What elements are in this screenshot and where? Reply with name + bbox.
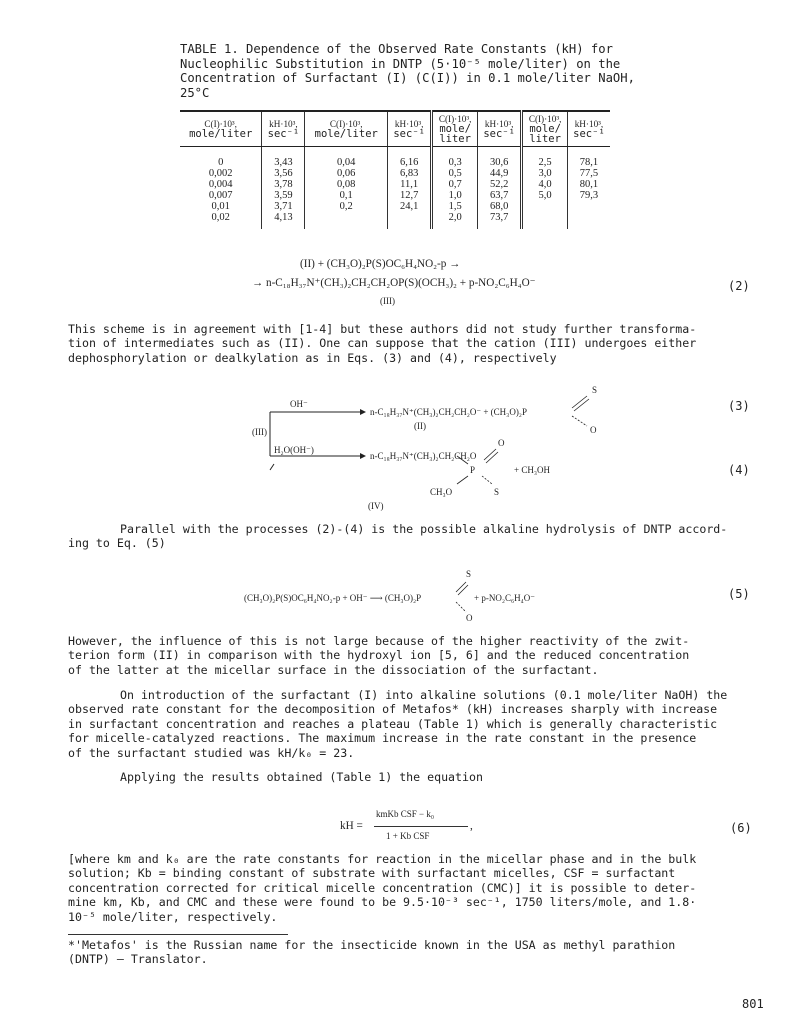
eq4-reagent: H₂O(OH⁻) [274, 445, 314, 455]
table-cell: 0,06 [337, 168, 356, 179]
table-caption: TABLE 1. Dependence of the Observed Rate Constants (kH) for Nucleophilic Substitution in DNTP (5·10⁻⁵ mole/liter) on the Concentration of Surfactant (I) (C(I)) in 0.1 mole/liter NaOH, 25°C [180, 42, 635, 100]
page-number: 801 [742, 997, 764, 1011]
table-cell: 0,7 [448, 179, 462, 190]
table-cell: 0,007 [208, 190, 233, 201]
table-cell: 52,2 [489, 179, 509, 190]
table-cell: 0,1 [339, 190, 353, 201]
eq6-numerator: kmKb CSF − k₀ [376, 809, 434, 819]
table-column [432, 147, 478, 230]
table-cell: 79,3 [579, 190, 599, 201]
table-cell: 73,7 [489, 212, 509, 223]
table-cell: 2,5 [538, 157, 552, 168]
paragraph-scheme: This scheme is in agreement with [1-4] but these authors did not study further transforma- tion of intermediates such as (II). One can suppose that the cation (III) undergoes either dephosphorylation or dealkylation as in Eqs. (3) and (4), respectively [68, 322, 697, 365]
table-cell: 3,59 [274, 190, 293, 201]
table-cell: 78,1 [579, 157, 599, 168]
equation-2-line1: (II) + (CH₃O)₂P(S)OC₆H₄NO₂-p → [300, 258, 461, 270]
table-cell: 3,56 [274, 168, 293, 179]
table-cell: 44,9 [489, 168, 509, 179]
equation-3-number: (3) [728, 399, 750, 413]
eq5-sulfur: S [466, 569, 472, 579]
table-cell: 6,16 [399, 157, 419, 168]
paragraph-influence: However, the influence of this is not large because of the higher reactivity of the zwit- terion form (II) in comparison with the hydroxyl ion [5, 6] and the reduced concentration of the latter at the micellar surface in the dissociation of the surfactant. [68, 634, 690, 677]
table-cell: 68,0 [489, 201, 509, 212]
table-cell: 4,0 [538, 179, 552, 190]
table-cell: 3,71 [274, 201, 293, 212]
eq4-phosphorus: P [470, 465, 476, 475]
table-cell: 0,002 [208, 168, 233, 179]
equation-5-number: (5) [728, 587, 750, 601]
eq4-methoxy: CH₃O [430, 487, 453, 497]
table-cell: 3,78 [274, 179, 293, 190]
table-cell: 0,2 [339, 201, 353, 212]
eq3-product: n-C₁₈H₃₇N⁺(CH₃)₂CH₂CH₂O⁻ + (CH₃O)₂P [370, 407, 527, 417]
paragraph-hydrolysis: Parallel with the processes (2)-(4) is the possible alkaline hydrolysis of DNTP accord- ing to Eq. (5) [68, 522, 728, 551]
eq5-left: (CH₃O)₂P(S)OC₆H₄NO₂-p + OH⁻ ⟶ (CH₃O)₂P [244, 593, 422, 603]
paragraph-applying: Applying the results obtained (Table 1) the equation [120, 770, 483, 784]
table-cell: 30,6 [489, 157, 509, 168]
eq3-sulfur: S [592, 385, 598, 395]
col-header-c1-1: C(I)·10³, mole/liter [180, 111, 262, 147]
table-column [387, 147, 431, 230]
table-cell: 0,02 [211, 212, 230, 223]
col-header-kh-4: kH·10³, sec⁻¹ [567, 111, 610, 147]
table-cell: 0,5 [448, 168, 462, 179]
table-cell: 0 [218, 157, 224, 168]
eq6-lhs: kH = [340, 820, 363, 832]
eq3-label: (II) [414, 421, 426, 431]
equation-6-number: (6) [730, 821, 752, 835]
table-column [262, 147, 305, 230]
reaction-scheme-3-4 [252, 380, 752, 510]
table-column [305, 147, 388, 230]
table-cell: 77,5 [579, 168, 599, 179]
equation-2-number: (2) [728, 279, 750, 293]
table-cell: 0,004 [208, 179, 233, 190]
col-header-c1-3: C(I)·10³, mole/ liter [432, 111, 478, 147]
eq4-oxygen: O [498, 438, 505, 448]
eq5-oxygen: O [466, 613, 473, 623]
eq3-oxygen: O [590, 425, 597, 435]
eq4-sulfur: S [494, 487, 500, 497]
table-cell: 11,1 [400, 179, 419, 190]
table-cell: 2,0 [448, 212, 462, 223]
eq4-product: n-C₁₈H₃₇N⁺(CH₃)₂CH₂CH₂O [370, 451, 477, 461]
eq6-fraction-bar [374, 826, 468, 827]
col-header-c1-2: C(I)·10³, mole/liter [305, 111, 388, 147]
eq5-right: + p-NO₂C₆H₄O⁻ [474, 593, 535, 603]
eq4-methanol: + CH₃OH [514, 465, 550, 475]
table-cell: 1,5 [448, 201, 462, 212]
eq4-label: (IV) [368, 501, 384, 511]
eq6-denominator: 1 + Kb CSF [386, 831, 430, 841]
table-cell: 63,7 [489, 190, 509, 201]
col-header-kh-3: kH·10³, sec⁻¹ [477, 111, 521, 147]
table-cell: 24,1 [399, 201, 419, 212]
table-cell: 0,04 [337, 157, 356, 168]
table-column [567, 147, 610, 230]
table-cell: 4,13 [274, 212, 293, 223]
table-body-row [180, 147, 610, 230]
footnote: *'Metafos' is the Russian name for the insecticide known in the USA as methyl parathion (DNTP) — Translator. [68, 938, 676, 967]
eq6-comma: , [470, 820, 473, 832]
table-column [180, 147, 262, 230]
equation-6 [340, 808, 760, 852]
paragraph-surfactant: On introduction of the surfactant (I) into alkaline solutions (0.1 mole/liter NaOH) the observed rate constant for the decomposition of Metafos* (kH) increases sharply with increase in surfactant concentration and reaches a plateau (Table 1) which is generally characteristic for micelle-catalyzed reactions. The maximum increase in the rate constant in the presence of the surfactant studied was kH/k₀ = 23. [68, 688, 728, 760]
table-header-row [180, 111, 610, 147]
reaction-equation-5 [244, 566, 764, 626]
table-cell: 0,3 [448, 157, 462, 168]
col-header-c1-4: C(I)·10³, mole/ liter [522, 111, 568, 147]
table-cell: 80,1 [579, 179, 599, 190]
footnote-rule [68, 934, 288, 935]
col-header-kh-1: kH·10³, sec⁻¹ [262, 111, 305, 147]
equation-2-line2: → n-C₁₈H₃₇N⁺(CH₃)₂CH₂CH₂OP(S)(OCH₃)₂ + p-NO₂C₆H₄O⁻ [252, 277, 536, 289]
cation-iii-label: (III) [252, 427, 267, 437]
col-header-kh-2: kH·10³, sec⁻¹ [387, 111, 431, 147]
equation-2-label: (III) [380, 296, 395, 306]
table-cell: 5,0 [538, 190, 552, 201]
paragraph-definitions: [where km and k₀ are the rate constants for reaction in the micellar phase and in the bulk solution; Kb = binding constant of substrate with surfactant micelles, CSF = surfactant concentration corrected for critical micelle concentration (CMC)] it is possible to deter- mine km, Kb, and CMC and these were found to be 9.5·10⁻³ sec⁻¹, 1750 liters/mole, and 1.8· 10⁻⁵ mole/liter, respectively. [68, 852, 697, 924]
table-cell: 12,7 [399, 190, 419, 201]
table-cell: 1,0 [448, 190, 462, 201]
table-column [522, 147, 568, 230]
table-cell: 6,83 [399, 168, 419, 179]
table-cell: 3,43 [274, 157, 293, 168]
eq3-reagent: OH⁻ [290, 399, 308, 409]
table-cell: 0,08 [337, 179, 356, 190]
table-column [477, 147, 521, 230]
rate-constants-table [180, 110, 610, 229]
table-cell: 0,01 [211, 201, 230, 212]
equation-4-number: (4) [728, 463, 750, 477]
table-cell: 3,0 [538, 168, 552, 179]
